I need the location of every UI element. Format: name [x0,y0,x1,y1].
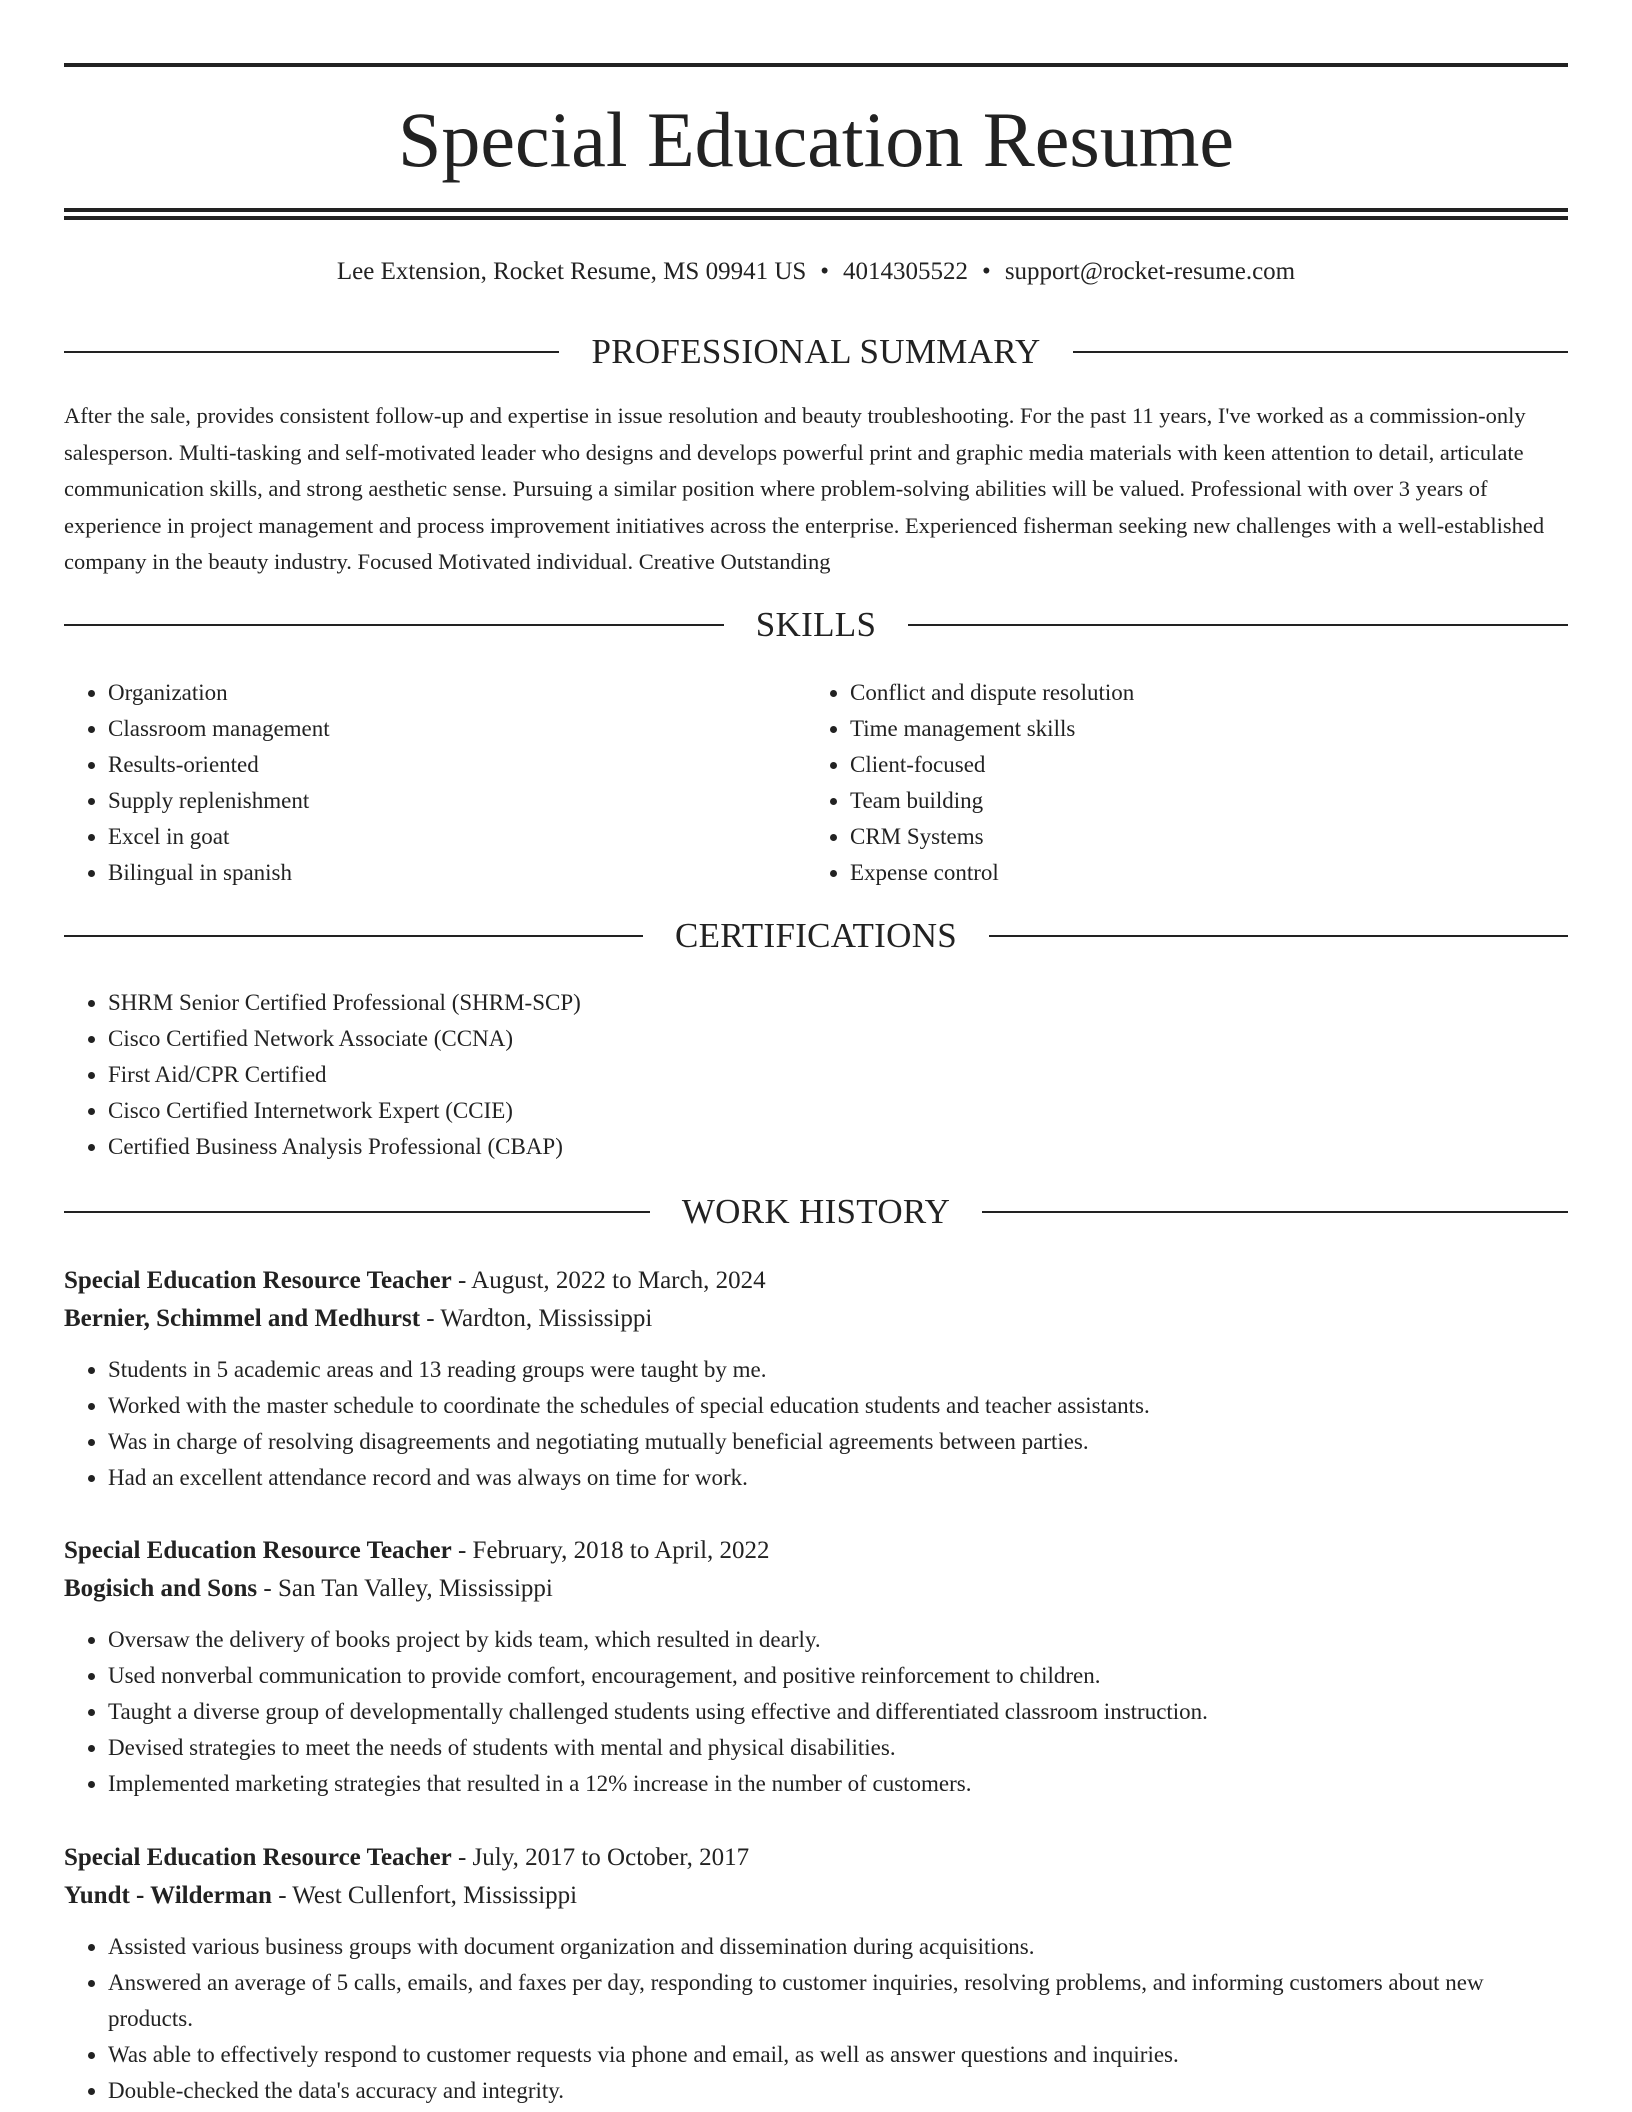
section-divider [908,624,1568,626]
job-dates: - July, 2017 to October, 2017 [457,1844,750,1871]
job-entry [64,1839,1568,2109]
job-company-line [64,1570,1568,1608]
job-bullet: • Devised strategies to meet the needs of students with mental and physical disabilities. [108,1730,1568,1766]
job-bullet: • Used nonverbal communication to provide comfort, encouragement, and positive reinforcement to children. [108,1658,1568,1694]
skill-item: • Time management skills [850,711,1550,747]
job-bullet: • Students in 5 academic areas and 13 reading groups were taught by me. [108,1352,1568,1388]
job-entry [64,1532,1568,1802]
title-rule-top [64,63,1568,67]
job-bullet: • Taught a diverse group of developmentally challenged students using effective and differentiated classroom instruction. [108,1694,1568,1730]
job-bullet: • Worked with the master schedule to coordinate the schedules of special education students and teacher assistants. [108,1388,1568,1424]
certification-item: • Cisco Certified Network Associate (CCNA) [108,1021,1108,1057]
certification-item: • First Aid/CPR Certified [108,1057,1108,1093]
contact-separator: • [982,258,991,285]
job-bullet: • Was in charge of resolving disagreements and negotiating mutually beneficial agreements between parties. [108,1424,1568,1460]
certifications-list [64,985,1108,1165]
job-company: Bernier, Schimmel and Medhurst [64,1305,421,1332]
job-entry [64,1262,1568,1496]
skills-list-left [64,675,808,891]
job-bullet: • Assisted various business groups with document organization and dissemination during acquisitions. [108,1929,1568,1965]
job-company: Yundt - Wilderman [64,1882,272,1909]
job-role: Special Education Resource Teacher [64,1844,452,1871]
section-divider [982,1211,1568,1213]
certification-item: • Cisco Certified Internetwork Expert (CCIE) [108,1093,1108,1129]
job-bullet: • Was able to effectively respond to customer requests via phone and email, as well as answer questions and inquiries. [108,2037,1568,2073]
contact-address: Lee Extension, Rocket Resume, MS 09941 US [336,258,807,285]
skills-section-header [64,603,1568,647]
certifications-heading: CERTIFICATIONS [674,916,958,955]
section-divider [64,1211,650,1213]
section-divider [64,351,559,353]
title-rule-bottom-double [64,216,1568,220]
skill-item: • Team building [850,783,1550,819]
contact-line [64,256,1568,288]
job-bullet: • Answered an average of 5 calls, emails, and faxes per day, responding to customer inquiries, resolving problems, and informing customers about new products. [108,1965,1568,2037]
certifications-section-header [64,914,1568,958]
job-company-line [64,1300,1568,1338]
job-location: - Wardton, Mississippi [426,1305,653,1332]
job-company: Bogisich and Sons [64,1575,258,1602]
skills-list-right [806,675,1550,891]
job-role: Special Education Resource Teacher [64,1267,452,1294]
skills-heading: SKILLS [755,605,877,644]
job-bullet: • Had an excellent attendance record and was always on time for work. [108,1460,1568,1496]
contact-email: support@rocket-resume.com [1004,258,1296,285]
job-bullet: • Double-checked the data's accuracy and integrity. [108,2073,1568,2109]
contact-phone: 4014305522 [843,258,969,285]
job-company-line [64,1877,1568,1915]
summary-section-header [64,330,1568,374]
skill-item: • Supply replenishment [108,783,808,819]
job-bullets [64,1622,1568,1802]
work-history-section-header [64,1190,1568,1234]
certification-item: • SHRM Senior Certified Professional (SHRM-SCP) [108,985,1108,1021]
section-divider [64,624,724,626]
contact-separator: • [820,258,830,285]
work-history-heading: WORK HISTORY [681,1192,951,1231]
skill-item: • Conflict and dispute resolution [850,675,1550,711]
skill-item: • Results-oriented [108,747,808,783]
summary-text: After the sale, provides consistent follow-up and expertise in issue resolution and beauty troubleshooting. For the past 11 years, I've worked as a commission-only salesperson. Multi-tasking and self-motivated leader who designs and develops powerful print and graphic media materials with keen attention to detail, articulate communication skills, and strong aesthetic sense. Pursuing a similar position where problem-solving abilities will be valued. Professional with over 3 years of experience in project management and process improvement initiatives across the enterprise. Experienced fisherman seeking new challenges with a well-established company in the beauty industry. Focused Motivated individual. Creative Outstanding [64,403,1545,574]
job-bullet: • Implemented marketing strategies that resulted in a 12% increase in the number of customers. [108,1766,1568,1802]
job-location: - San Tan Valley, Mississippi [263,1575,553,1602]
certification-item: • Certified Business Analysis Professional (CBAP) [108,1129,1108,1165]
skill-item: • Organization [108,675,808,711]
skill-item: • Client-focused [850,747,1550,783]
summary-heading: PROFESSIONAL SUMMARY [591,332,1041,371]
title-rule-bottom [64,208,1568,212]
skill-item: • CRM Systems [850,819,1550,855]
section-divider [1073,351,1568,353]
skill-item: • Bilingual in spanish [108,855,808,891]
job-location: - West Cullenfort, Mississippi [278,1882,578,1909]
job-title-line [64,1262,1568,1300]
job-role: Special Education Resource Teacher [64,1537,452,1564]
skill-item: • Excel in goat [108,819,808,855]
job-title-line [64,1839,1568,1877]
skill-item: • Classroom management [108,711,808,747]
section-divider [989,935,1568,937]
skill-item: • Expense control [850,855,1550,891]
job-bullets [64,1929,1568,2109]
job-bullets [64,1352,1568,1496]
section-divider [64,935,643,937]
job-dates: - February, 2018 to April, 2022 [457,1537,770,1564]
job-bullet: • Oversaw the delivery of books project by kids team, which resulted in dearly. [108,1622,1568,1658]
job-dates: - August, 2022 to March, 2024 [457,1267,766,1294]
job-title-line [64,1532,1568,1570]
resume-title: Special Education Resume [397,96,1235,183]
